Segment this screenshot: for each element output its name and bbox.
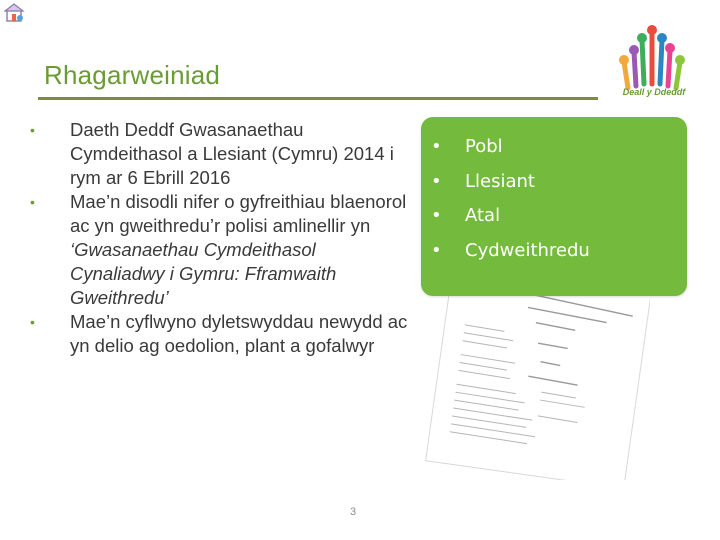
bullet-item-2 <box>30 190 410 310</box>
act-document-image <box>420 265 650 480</box>
bullet-marker: • <box>30 314 35 330</box>
principle-item <box>431 165 590 200</box>
bullet-marker: • <box>431 136 442 157</box>
principles-list <box>431 130 590 268</box>
bullet-text-italic: ‘Gwasanaethau Cymdeithasol Cynaliadwy i Gymru: Fframwaith Gweithredu’ <box>70 239 337 308</box>
home-icon <box>4 2 26 24</box>
principle-item <box>431 199 590 234</box>
bullet-marker: • <box>431 239 442 261</box>
bullet-text: Mae’n disodli nifer o gyfreithiau blaenorol ac yn gweithredu’r polisi amlinellir yn <box>70 191 407 236</box>
left-bullet-list <box>30 118 410 358</box>
principle-item <box>431 130 590 165</box>
bullet-marker: • <box>30 194 35 210</box>
page-number: 3 <box>350 506 357 518</box>
bullet-marker: • <box>431 170 442 192</box>
principle-text: Pobl <box>465 136 503 157</box>
principle-text: Cydweithredu <box>465 239 590 261</box>
principle-text: Atal <box>465 205 501 226</box>
slide-title: Rhagarweiniad <box>44 60 221 90</box>
key-principles-box <box>421 117 687 296</box>
principle-item <box>431 234 590 269</box>
bullet-text: Daeth Deddf Gwasanaethau Cymdeithasol a Llesiant (Cymru) 2014 i rym ar 6 Ebrill 2016 <box>70 119 394 188</box>
title-underline <box>38 97 598 100</box>
bullet-item-3 <box>30 310 410 358</box>
bullet-marker: • <box>431 205 442 226</box>
bullet-item-1 <box>30 118 410 190</box>
bullet-marker: • <box>30 122 35 138</box>
bullet-text: Mae’n cyflwyno dyletswyddau newydd ac yn delio ag oedolion, plant a gofalwyr <box>70 311 408 356</box>
principle-text: Llesiant <box>465 170 535 192</box>
logo-text: Deall y Ddeddf <box>622 87 686 97</box>
